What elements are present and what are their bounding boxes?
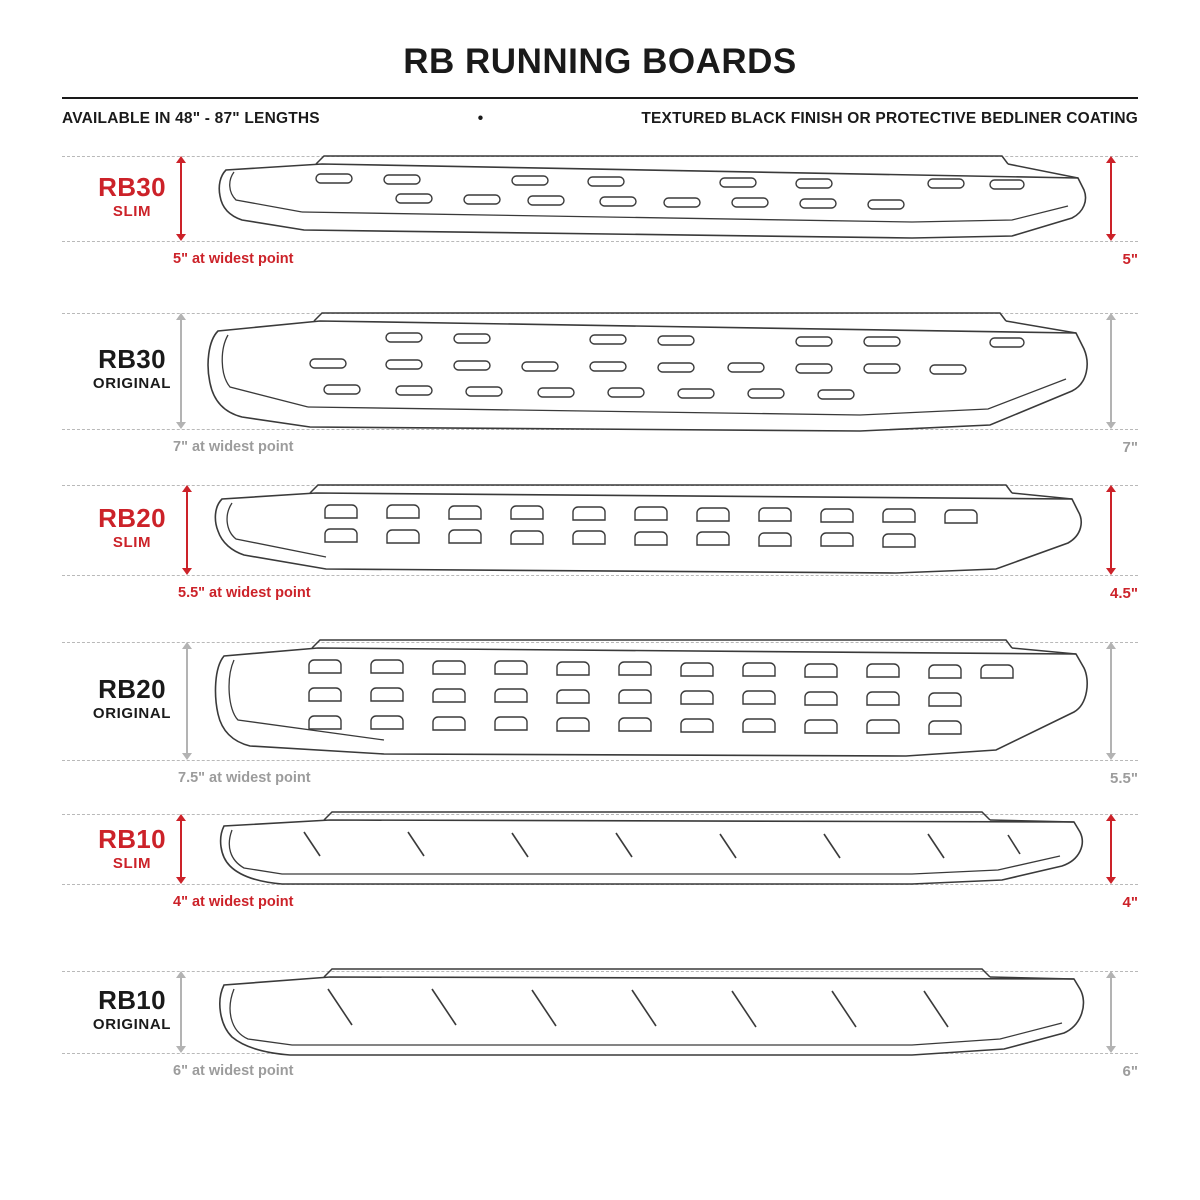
board-row [0, 814, 1200, 971]
board-row [0, 156, 1200, 313]
board-model: RB10 [98, 985, 166, 1015]
board-row [0, 642, 1200, 814]
board-rows [0, 156, 1200, 1128]
right-height-arrow [1110, 491, 1112, 569]
widest-point-label: 5.5" at widest point [178, 585, 311, 601]
subtitle-lengths: AVAILABLE IN 48" - 87" LENGTHS [62, 110, 320, 127]
subtitle-separator: • [477, 110, 484, 127]
page-title: RB RUNNING BOARDS [403, 42, 797, 81]
height-dimension-label: 4.5" [1110, 585, 1138, 602]
board-model: RB10 [98, 824, 166, 854]
widest-point-label: 5" at widest point [173, 251, 294, 267]
board-illustration-rb10-original [212, 961, 1092, 1065]
widest-point-label: 6" at widest point [173, 1063, 294, 1079]
right-height-arrow [1110, 977, 1112, 1047]
height-dimension-label: 4" [1122, 894, 1138, 911]
board-illustration-rb20-original [206, 634, 1096, 764]
board-label-rb20-original [62, 676, 202, 722]
height-dimension-label: 5.5" [1110, 770, 1138, 787]
right-height-arrow [1110, 162, 1112, 235]
board-row [0, 971, 1200, 1128]
subtitle-finish: TEXTURED BLACK FINISH OR PROTECTIVE BEDLINER COATING [641, 110, 1138, 127]
board-row [0, 313, 1200, 485]
page-header [0, 0, 1200, 128]
board-variant: SLIM [112, 855, 152, 873]
board-model: RB30 [98, 344, 166, 374]
board-model: RB20 [98, 674, 166, 704]
left-height-arrow [180, 319, 182, 423]
header-subtitle [62, 110, 1138, 128]
board-illustration-rb30-slim [212, 150, 1092, 250]
board-variant: ORIGINAL [92, 1016, 172, 1034]
board-variant: ORIGINAL [92, 705, 172, 723]
board-variant: SLIM [112, 203, 152, 221]
left-height-arrow [180, 820, 182, 878]
board-label-rb20-slim [62, 505, 202, 551]
height-dimension-label: 7" [1122, 439, 1138, 456]
right-height-arrow [1110, 820, 1112, 878]
left-height-arrow [180, 162, 182, 235]
height-dimension-label: 5" [1122, 251, 1138, 268]
board-illustration-rb20-slim [206, 477, 1096, 587]
board-model: RB20 [98, 503, 166, 533]
board-illustration-rb30-original [200, 307, 1100, 437]
header-divider [62, 97, 1138, 99]
board-model: RB30 [98, 172, 166, 202]
right-height-arrow [1110, 319, 1112, 423]
left-height-arrow [186, 491, 188, 569]
board-variant: ORIGINAL [92, 375, 172, 393]
right-height-arrow [1110, 648, 1112, 754]
widest-point-label: 7.5" at widest point [178, 770, 311, 786]
board-row [0, 485, 1200, 642]
left-height-arrow [186, 648, 188, 754]
widest-point-label: 4" at widest point [173, 894, 294, 910]
board-variant: SLIM [112, 534, 152, 552]
board-illustration-rb10-slim [212, 804, 1092, 896]
widest-point-label: 7" at widest point [173, 439, 294, 455]
left-height-arrow [180, 977, 182, 1047]
height-dimension-label: 6" [1122, 1063, 1138, 1080]
